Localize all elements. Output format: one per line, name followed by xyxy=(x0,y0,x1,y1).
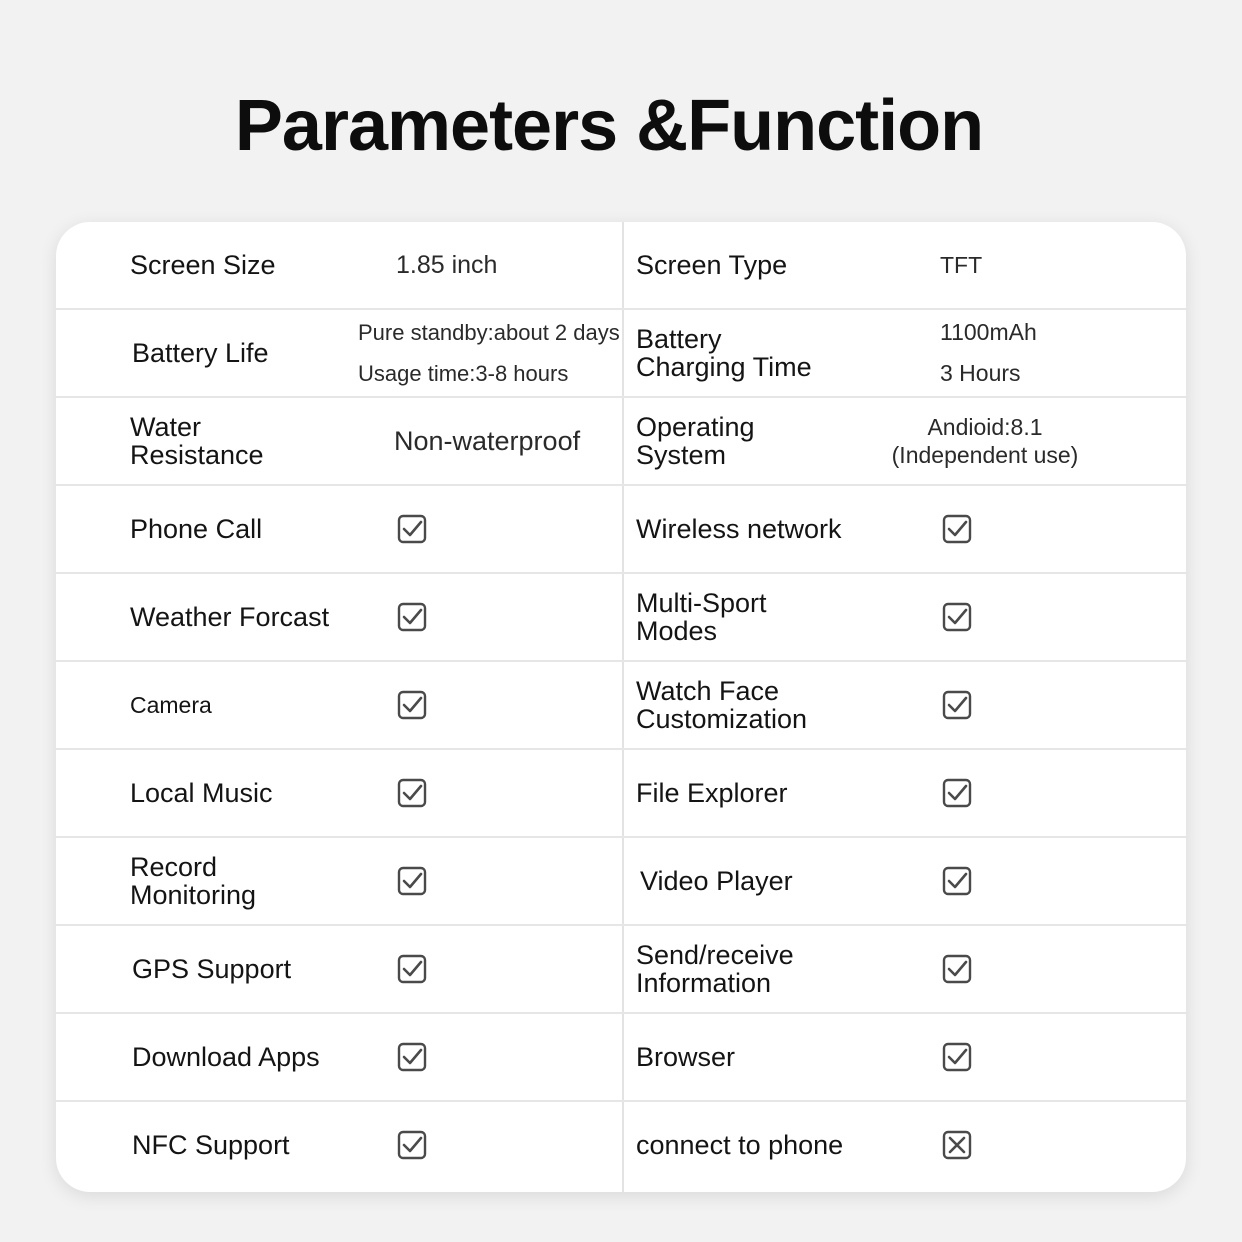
checked-box-icon xyxy=(942,954,972,984)
spec-label: Screen Size xyxy=(130,250,276,280)
spec-value xyxy=(358,310,624,396)
spec-value: 1.85 inch xyxy=(396,251,498,279)
checked-box-icon xyxy=(942,778,972,808)
feature-label: Browser xyxy=(636,1042,736,1072)
checked-box-icon xyxy=(397,690,427,720)
table-row xyxy=(56,222,1186,310)
checked-box-icon xyxy=(397,1042,427,1072)
feature-label: Wireless network xyxy=(636,514,842,544)
feature-label: Phone Call xyxy=(130,514,263,544)
spec-value-line: 1100mAh xyxy=(940,319,1037,345)
crossed-box-icon xyxy=(942,1130,972,1160)
table-row xyxy=(56,574,1186,662)
checked-box-icon xyxy=(397,514,427,544)
feature-label: Watch Face Customization xyxy=(636,676,808,734)
page-title: Parameters &Function xyxy=(234,86,984,166)
checked-box-icon xyxy=(942,514,972,544)
spec-value: Non-waterproof xyxy=(394,426,581,456)
feature-label: Download Apps xyxy=(132,1042,320,1072)
feature-label: Camera xyxy=(130,692,212,718)
table-row xyxy=(56,310,1186,398)
table-row xyxy=(56,1014,1186,1102)
table-row xyxy=(56,750,1186,838)
spec-table xyxy=(56,222,1186,1192)
spec-value-line: Usage time:3-8 hours xyxy=(358,361,569,386)
table-row xyxy=(56,486,1186,574)
feature-label: Local Music xyxy=(130,778,273,808)
feature-label: NFC Support xyxy=(132,1130,290,1160)
spec-label: Battery Life xyxy=(132,338,269,368)
table-row xyxy=(56,1102,1186,1190)
spec-label: Battery Charging Time xyxy=(636,324,812,382)
checked-box-icon xyxy=(397,602,427,632)
table-row xyxy=(56,926,1186,1014)
checked-box-icon xyxy=(942,866,972,896)
spec-label: Water Resistance xyxy=(130,412,264,470)
spec-label: Screen Type xyxy=(636,250,788,280)
spec-value-line: Pure standby:about 2 days xyxy=(358,320,620,345)
checked-box-icon xyxy=(942,602,972,632)
table-row xyxy=(56,398,1186,486)
spec-label: Operating System xyxy=(636,412,755,470)
checked-box-icon xyxy=(397,866,427,896)
feature-label: Multi-Sport Modes xyxy=(636,588,767,646)
feature-label: connect to phone xyxy=(636,1130,844,1160)
checked-box-icon xyxy=(942,690,972,720)
checked-box-icon xyxy=(397,778,427,808)
spec-value xyxy=(940,310,1180,396)
feature-label: GPS Support xyxy=(132,954,292,984)
feature-label: File Explorer xyxy=(636,778,788,808)
checked-box-icon xyxy=(397,1130,427,1160)
feature-label: Record Monitoring xyxy=(130,852,257,910)
spec-value-line: 3 Hours xyxy=(940,360,1021,386)
spec-value: TFT xyxy=(940,252,983,278)
feature-label: Video Player xyxy=(640,866,793,896)
feature-label: Send/receive Information xyxy=(636,940,794,998)
spec-value: Andioid:8.1 (Independent use) xyxy=(891,414,1079,468)
table-row xyxy=(56,838,1186,926)
table-row xyxy=(56,662,1186,750)
feature-label: Weather Forcast xyxy=(130,602,330,632)
checked-box-icon xyxy=(397,954,427,984)
checked-box-icon xyxy=(942,1042,972,1072)
